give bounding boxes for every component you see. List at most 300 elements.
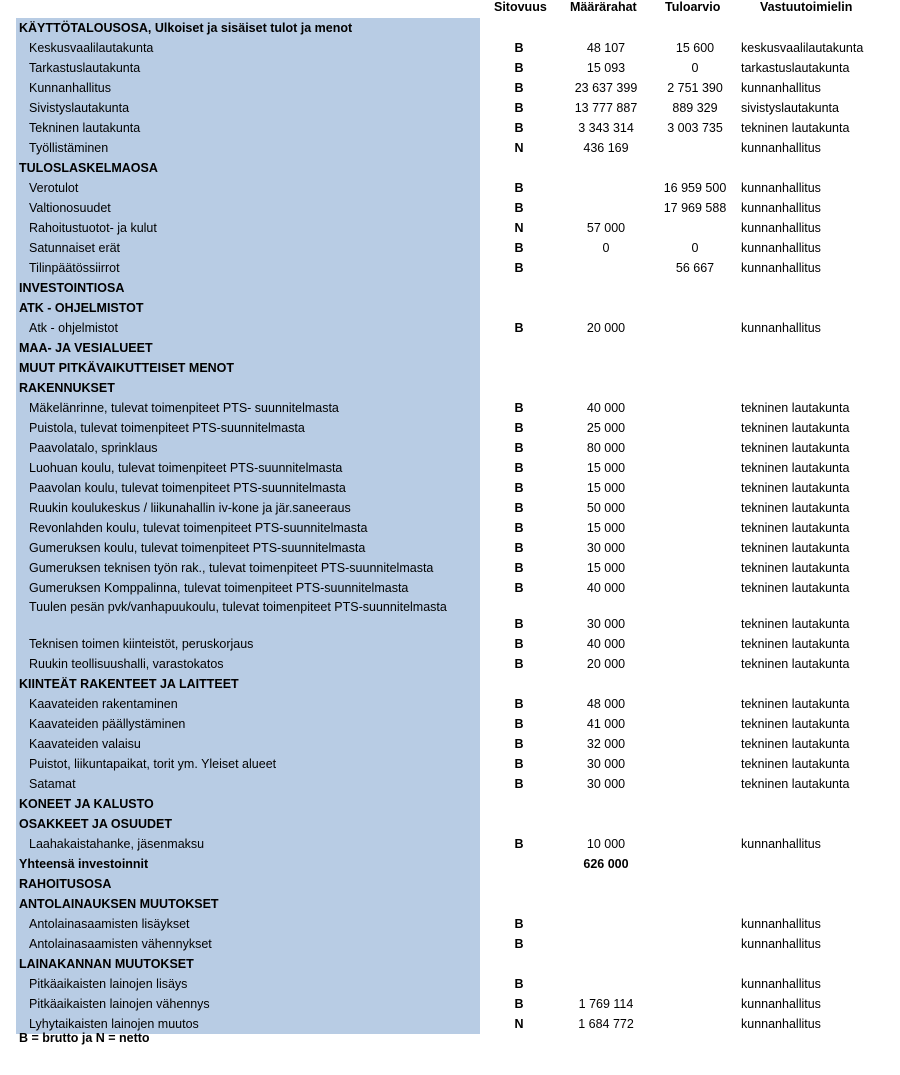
table-row xyxy=(0,598,900,634)
cell-sitovuus: B xyxy=(514,561,524,575)
cell-vastuutoimielin xyxy=(741,18,896,38)
cell-maararahat xyxy=(556,974,656,994)
row-label: Lyhytaikaisten lainojen muutos xyxy=(16,1014,480,1034)
row-label: Antolainasaamisten lisäykset xyxy=(16,914,480,934)
cell-tuloarvio xyxy=(656,218,734,238)
cell-maararahat: 30 000 xyxy=(586,757,626,771)
row-label: Kaavateiden rakentaminen xyxy=(16,694,480,714)
table-row xyxy=(0,198,900,218)
cell-vastuutoimielin: tekninen lautakunta xyxy=(741,481,850,495)
cell-vastuutoimielin: kunnanhallitus xyxy=(741,321,821,335)
cell-tuloarvio xyxy=(656,834,734,854)
table-row xyxy=(0,558,900,578)
row-label: Valtionosuudet xyxy=(16,198,480,218)
row-label: Ruukin koulukeskus / liikunahallin iv-kone ja jär.saneeraus xyxy=(16,498,480,518)
cell-sitovuus: N xyxy=(514,141,524,155)
cell-vastuutoimielin: kunnanhallitus xyxy=(741,997,821,1011)
cell-vastuutoimielin: tekninen lautakunta xyxy=(741,561,850,575)
table-row xyxy=(0,98,900,118)
section-row xyxy=(0,814,900,834)
cell-maararahat: 41 000 xyxy=(586,717,626,731)
cell-maararahat: 40 000 xyxy=(586,637,626,651)
cell-maararahat: 20 000 xyxy=(586,657,626,671)
cell-sitovuus: B xyxy=(514,617,524,631)
row-label: Kunnanhallitus xyxy=(16,78,480,98)
col-header-vastuutoimielin: Vastuutoimielin xyxy=(760,0,853,14)
cell-vastuutoimielin: kunnanhallitus xyxy=(741,917,821,931)
cell-vastuutoimielin xyxy=(741,794,896,814)
cell-sitovuus: B xyxy=(514,757,524,771)
cell-tuloarvio xyxy=(656,418,734,438)
cell-maararahat: 30 000 xyxy=(586,541,626,555)
table-row xyxy=(0,38,900,58)
cell-maararahat: 30 000 xyxy=(586,777,626,791)
cell-sitovuus xyxy=(488,894,550,914)
cell-maararahat: 80 000 xyxy=(586,441,626,455)
cell-vastuutoimielin: tekninen lautakunta xyxy=(741,421,850,435)
cell-sitovuus: B xyxy=(514,101,524,115)
row-label: INVESTOINTIOSA xyxy=(16,278,480,298)
cell-vastuutoimielin: kunnanhallitus xyxy=(741,81,821,95)
cell-tuloarvio xyxy=(656,558,734,578)
cell-vastuutoimielin xyxy=(741,674,896,694)
cell-vastuutoimielin xyxy=(741,358,896,378)
cell-sitovuus: B xyxy=(514,421,524,435)
row-label: Verotulot xyxy=(16,178,480,198)
cell-tuloarvio xyxy=(656,158,734,178)
table-row xyxy=(0,518,900,538)
cell-maararahat: 25 000 xyxy=(586,421,626,435)
section-row xyxy=(0,298,900,318)
table-row xyxy=(0,218,900,238)
cell-maararahat xyxy=(556,954,656,974)
cell-vastuutoimielin: kunnanhallitus xyxy=(741,181,821,195)
table-row xyxy=(0,438,900,458)
table-row xyxy=(0,994,900,1014)
table-row xyxy=(0,498,900,518)
cell-sitovuus: B xyxy=(514,401,524,415)
cell-tuloarvio xyxy=(656,994,734,1014)
cell-sitovuus: B xyxy=(514,541,524,555)
cell-maararahat: 57 000 xyxy=(586,221,626,235)
cell-maararahat: 15 000 xyxy=(586,481,626,495)
cell-vastuutoimielin: kunnanhallitus xyxy=(741,937,821,951)
cell-sitovuus: B xyxy=(514,481,524,495)
row-label: Luohuan koulu, tulevat toimenpiteet PTS-suunnitelmasta xyxy=(16,458,480,478)
col-header-maararahat: Määrärahat xyxy=(570,0,637,14)
total-row xyxy=(0,854,900,874)
cell-tuloarvio: 15 600 xyxy=(675,41,715,55)
cell-tuloarvio: 0 xyxy=(691,241,699,255)
row-label: KONEET JA KALUSTO xyxy=(16,794,480,814)
cell-maararahat xyxy=(556,258,656,278)
table-row xyxy=(0,58,900,78)
cell-sitovuus: B xyxy=(514,181,524,195)
cell-tuloarvio xyxy=(656,578,734,598)
row-label: ATK - OHJELMISTOT xyxy=(16,298,480,318)
cell-vastuutoimielin: kunnanhallitus xyxy=(741,977,821,991)
cell-vastuutoimielin: tekninen lautakunta xyxy=(741,717,850,731)
row-label: Antolainasaamisten vähennykset xyxy=(16,934,480,954)
row-label: RAHOITUSOSA xyxy=(16,874,480,894)
cell-vastuutoimielin: tekninen lautakunta xyxy=(741,401,850,415)
row-label: Teknisen toimen kiinteistöt, peruskorjaus xyxy=(16,634,480,654)
cell-vastuutoimielin: tekninen lautakunta xyxy=(741,617,850,631)
cell-vastuutoimielin xyxy=(741,894,896,914)
row-label: TULOSLASKELMAOSA xyxy=(16,158,480,178)
cell-tuloarvio xyxy=(656,538,734,558)
table-row xyxy=(0,934,900,954)
section-row xyxy=(0,378,900,398)
row-label: Pitkäaikaisten lainojen lisäys xyxy=(16,974,480,994)
row-label: Satunnaiset erät xyxy=(16,238,480,258)
cell-tuloarvio xyxy=(656,754,734,774)
cell-sitovuus xyxy=(488,338,550,358)
table-row xyxy=(0,538,900,558)
cell-tuloarvio: 2 751 390 xyxy=(667,81,723,95)
col-header-tuloarvio: Tuloarvio xyxy=(665,0,721,14)
row-label: Keskusvaalilautakunta xyxy=(16,38,480,58)
row-label: Ruukin teollisuushalli, varastokatos xyxy=(16,654,480,674)
cell-sitovuus xyxy=(488,674,550,694)
cell-tuloarvio xyxy=(656,634,734,654)
section-row xyxy=(0,954,900,974)
cell-vastuutoimielin xyxy=(741,338,896,358)
cell-maararahat xyxy=(556,874,656,894)
cell-vastuutoimielin: kunnanhallitus xyxy=(741,1017,821,1031)
cell-sitovuus xyxy=(488,794,550,814)
cell-sitovuus: B xyxy=(514,717,524,731)
cell-tuloarvio: 3 003 735 xyxy=(667,121,723,135)
cell-sitovuus xyxy=(488,358,550,378)
row-label: Tilinpäätössiirrot xyxy=(16,258,480,278)
cell-vastuutoimielin xyxy=(741,954,896,974)
row-label: MAA- JA VESIALUEET xyxy=(16,338,480,358)
section-row xyxy=(0,794,900,814)
cell-sitovuus xyxy=(488,854,550,874)
cell-sitovuus: N xyxy=(514,1017,524,1031)
cell-tuloarvio: 16 959 500 xyxy=(663,181,727,195)
cell-tuloarvio xyxy=(656,358,734,378)
cell-sitovuus xyxy=(488,298,550,318)
cell-maararahat: 436 169 xyxy=(583,141,629,155)
cell-maararahat: 48 000 xyxy=(586,697,626,711)
legend-note: B = brutto ja N = netto xyxy=(19,1031,150,1045)
cell-maararahat: 1 684 772 xyxy=(578,1017,634,1031)
table-row xyxy=(0,694,900,714)
cell-vastuutoimielin xyxy=(741,278,896,298)
cell-tuloarvio xyxy=(656,714,734,734)
row-label: RAKENNUKSET xyxy=(16,378,480,398)
table-row xyxy=(0,478,900,498)
cell-maararahat xyxy=(556,674,656,694)
cell-maararahat xyxy=(556,914,656,934)
row-label: Gumeruksen teknisen työn rak., tulevat toimenpiteet PTS-suunnitelmasta xyxy=(16,558,480,578)
row-label: Puistot, liikuntapaikat, torit ym. Yleiset alueet xyxy=(16,754,480,774)
cell-tuloarvio: 17 969 588 xyxy=(663,201,727,215)
cell-tuloarvio xyxy=(656,614,734,634)
row-label: Kaavateiden valaisu xyxy=(16,734,480,754)
cell-maararahat: 0 xyxy=(602,241,610,255)
cell-sitovuus xyxy=(488,278,550,298)
cell-maararahat: 13 777 887 xyxy=(574,101,638,115)
cell-vastuutoimielin: tekninen lautakunta xyxy=(741,121,850,135)
row-label: KIINTEÄT RAKENTEET JA LAITTEET xyxy=(16,674,480,694)
cell-maararahat: 50 000 xyxy=(586,501,626,515)
cell-tuloarvio xyxy=(656,378,734,398)
cell-tuloarvio xyxy=(656,674,734,694)
section-row xyxy=(0,338,900,358)
section-row xyxy=(0,278,900,298)
table-row xyxy=(0,734,900,754)
cell-vastuutoimielin xyxy=(741,158,896,178)
cell-sitovuus: B xyxy=(514,241,524,255)
cell-tuloarvio: 0 xyxy=(691,61,699,75)
cell-sitovuus xyxy=(488,18,550,38)
row-label: ANTOLAINAUKSEN MUUTOKSET xyxy=(16,894,480,914)
cell-maararahat xyxy=(556,198,656,218)
cell-maararahat: 32 000 xyxy=(586,737,626,751)
cell-vastuutoimielin: tekninen lautakunta xyxy=(741,521,850,535)
row-label: Yhteensä investoinnit xyxy=(16,854,480,874)
cell-vastuutoimielin: tekninen lautakunta xyxy=(741,737,850,751)
section-row xyxy=(0,18,900,38)
cell-vastuutoimielin: tekninen lautakunta xyxy=(741,777,850,791)
cell-tuloarvio: 56 667 xyxy=(675,261,715,275)
table-row xyxy=(0,238,900,258)
cell-tuloarvio xyxy=(656,498,734,518)
cell-maararahat: 1 769 114 xyxy=(578,997,634,1011)
cell-vastuutoimielin xyxy=(741,298,896,318)
table-row xyxy=(0,578,900,598)
cell-vastuutoimielin: kunnanhallitus xyxy=(741,261,821,275)
row-label: Revonlahden koulu, tulevat toimenpiteet PTS-suunnitelmasta xyxy=(16,518,480,538)
cell-vastuutoimielin xyxy=(741,814,896,834)
cell-tuloarvio xyxy=(656,398,734,418)
cell-tuloarvio xyxy=(656,894,734,914)
cell-maararahat: 48 107 xyxy=(586,41,626,55)
cell-tuloarvio xyxy=(656,138,734,158)
row-label: Laahakaistahanke, jäsenmaksu xyxy=(16,834,480,854)
cell-sitovuus xyxy=(488,954,550,974)
cell-vastuutoimielin: tekninen lautakunta xyxy=(741,657,850,671)
cell-maararahat: 15 000 xyxy=(586,521,626,535)
row-label: Gumeruksen koulu, tulevat toimenpiteet PTS-suunnitelmasta xyxy=(16,538,480,558)
row-label: Sivistyslautakunta xyxy=(16,98,480,118)
cell-tuloarvio xyxy=(656,458,734,478)
cell-tuloarvio xyxy=(656,954,734,974)
section-row xyxy=(0,894,900,914)
cell-maararahat: 626 000 xyxy=(583,857,629,871)
col-header-sitovuus: Sitovuus xyxy=(494,0,547,14)
cell-vastuutoimielin: tekninen lautakunta xyxy=(741,541,850,555)
row-label: Gumeruksen Komppalinna, tulevat toimenpiteet PTS-suunnitelmasta xyxy=(16,578,480,598)
cell-tuloarvio xyxy=(656,794,734,814)
cell-sitovuus: B xyxy=(514,261,524,275)
cell-sitovuus: B xyxy=(514,441,524,455)
row-label: Paavolatalo, sprinklaus xyxy=(16,438,480,458)
section-row xyxy=(0,874,900,894)
cell-vastuutoimielin xyxy=(741,854,896,874)
table-row xyxy=(0,654,900,674)
cell-maararahat xyxy=(556,338,656,358)
cell-vastuutoimielin: keskusvaalilautakunta xyxy=(741,41,864,55)
cell-maararahat: 15 000 xyxy=(586,561,626,575)
cell-maararahat xyxy=(556,18,656,38)
table-row xyxy=(0,138,900,158)
cell-maararahat xyxy=(556,178,656,198)
cell-maararahat xyxy=(556,794,656,814)
cell-sitovuus xyxy=(488,158,550,178)
cell-tuloarvio xyxy=(656,1014,734,1034)
table-row xyxy=(0,398,900,418)
row-label: Tarkastuslautakunta xyxy=(16,58,480,78)
cell-vastuutoimielin: tekninen lautakunta xyxy=(741,697,850,711)
cell-tuloarvio xyxy=(656,338,734,358)
cell-sitovuus: B xyxy=(514,61,524,75)
row-label: Tekninen lautakunta xyxy=(16,118,480,138)
cell-maararahat xyxy=(556,894,656,914)
cell-vastuutoimielin: tekninen lautakunta xyxy=(741,501,850,515)
row-label: KÄYTTÖTALOUSOSA, Ulkoiset ja sisäiset tulot ja menot xyxy=(16,18,480,38)
cell-maararahat xyxy=(556,158,656,178)
cell-sitovuus: B xyxy=(514,937,524,951)
cell-tuloarvio: 889 329 xyxy=(672,101,718,115)
cell-vastuutoimielin: kunnanhallitus xyxy=(741,201,821,215)
table-row xyxy=(0,834,900,854)
table-row xyxy=(0,418,900,438)
cell-tuloarvio xyxy=(656,654,734,674)
cell-maararahat: 15 000 xyxy=(586,461,626,475)
cell-tuloarvio xyxy=(656,974,734,994)
row-label: LAINAKANNAN MUUTOKSET xyxy=(16,954,480,974)
cell-maararahat: 30 000 xyxy=(586,617,626,631)
budget-table xyxy=(0,18,900,1034)
cell-sitovuus: B xyxy=(514,321,524,335)
table-row xyxy=(0,458,900,478)
cell-vastuutoimielin: tekninen lautakunta xyxy=(741,441,850,455)
cell-maararahat: 20 000 xyxy=(586,321,626,335)
row-label: Tuulen pesän pvk/vanhapuukoulu, tulevat toimenpiteet PTS-suunnitelmasta xyxy=(16,598,480,634)
table-row xyxy=(0,774,900,794)
cell-vastuutoimielin xyxy=(741,378,896,398)
cell-tuloarvio xyxy=(656,814,734,834)
cell-sitovuus xyxy=(488,874,550,894)
cell-tuloarvio xyxy=(656,854,734,874)
cell-maararahat: 15 093 xyxy=(586,61,626,75)
cell-tuloarvio xyxy=(656,478,734,498)
cell-sitovuus: B xyxy=(514,977,524,991)
row-label: Satamat xyxy=(16,774,480,794)
cell-sitovuus: B xyxy=(514,521,524,535)
cell-tuloarvio xyxy=(656,298,734,318)
section-row xyxy=(0,674,900,694)
cell-sitovuus: B xyxy=(514,837,524,851)
cell-tuloarvio xyxy=(656,734,734,754)
cell-tuloarvio xyxy=(656,774,734,794)
table-row xyxy=(0,754,900,774)
row-label: Puistola, tulevat toimenpiteet PTS-suunnitelmasta xyxy=(16,418,480,438)
cell-sitovuus: B xyxy=(514,697,524,711)
table-row xyxy=(0,78,900,98)
table-row xyxy=(0,974,900,994)
cell-maararahat: 40 000 xyxy=(586,401,626,415)
cell-sitovuus: B xyxy=(514,657,524,671)
cell-maararahat xyxy=(556,278,656,298)
cell-sitovuus: B xyxy=(514,461,524,475)
cell-vastuutoimielin xyxy=(741,874,896,894)
cell-tuloarvio xyxy=(656,438,734,458)
cell-tuloarvio xyxy=(656,518,734,538)
cell-sitovuus: B xyxy=(514,201,524,215)
section-row xyxy=(0,158,900,178)
cell-tuloarvio xyxy=(656,914,734,934)
row-label: Paavolan koulu, tulevat toimenpiteet PTS-suunnitelmasta xyxy=(16,478,480,498)
cell-tuloarvio xyxy=(656,318,734,338)
section-row xyxy=(0,358,900,378)
cell-maararahat: 23 637 399 xyxy=(574,81,638,95)
cell-vastuutoimielin: tekninen lautakunta xyxy=(741,637,850,651)
cell-sitovuus: B xyxy=(514,637,524,651)
cell-sitovuus: B xyxy=(514,81,524,95)
cell-sitovuus: B xyxy=(514,581,524,595)
table-row xyxy=(0,118,900,138)
cell-maararahat xyxy=(556,378,656,398)
column-header xyxy=(0,0,900,18)
cell-maararahat xyxy=(556,814,656,834)
row-label: Rahoitustuotot- ja kulut xyxy=(16,218,480,238)
cell-sitovuus: B xyxy=(514,501,524,515)
cell-sitovuus: B xyxy=(514,777,524,791)
cell-vastuutoimielin: sivistyslautakunta xyxy=(741,101,839,115)
row-label: Kaavateiden päällystäminen xyxy=(16,714,480,734)
cell-maararahat: 3 343 314 xyxy=(578,121,634,135)
cell-maararahat xyxy=(556,298,656,318)
cell-maararahat xyxy=(556,934,656,954)
cell-vastuutoimielin: tarkastuslautakunta xyxy=(741,61,850,75)
cell-maararahat xyxy=(556,358,656,378)
table-row xyxy=(0,318,900,338)
cell-sitovuus: B xyxy=(514,917,524,931)
table-row xyxy=(0,914,900,934)
cell-maararahat: 40 000 xyxy=(586,581,626,595)
cell-tuloarvio xyxy=(656,694,734,714)
cell-sitovuus: N xyxy=(514,221,524,235)
row-label: MUUT PITKÄVAIKUTTEISET MENOT xyxy=(16,358,480,378)
cell-tuloarvio xyxy=(656,874,734,894)
cell-maararahat: 10 000 xyxy=(586,837,626,851)
row-label: Atk - ohjelmistot xyxy=(16,318,480,338)
table-row xyxy=(0,634,900,654)
table-row xyxy=(0,258,900,278)
cell-sitovuus: B xyxy=(514,121,524,135)
row-label: OSAKKEET JA OSUUDET xyxy=(16,814,480,834)
cell-vastuutoimielin: kunnanhallitus xyxy=(741,241,821,255)
cell-vastuutoimielin: kunnanhallitus xyxy=(741,221,821,235)
cell-vastuutoimielin: tekninen lautakunta xyxy=(741,757,850,771)
cell-sitovuus xyxy=(488,378,550,398)
cell-sitovuus: B xyxy=(514,737,524,751)
row-label: Pitkäaikaisten lainojen vähennys xyxy=(16,994,480,1014)
cell-tuloarvio xyxy=(656,934,734,954)
cell-vastuutoimielin: tekninen lautakunta xyxy=(741,581,850,595)
row-label: Työllistäminen xyxy=(16,138,480,158)
cell-vastuutoimielin: tekninen lautakunta xyxy=(741,461,850,475)
cell-sitovuus: B xyxy=(514,997,524,1011)
cell-tuloarvio xyxy=(656,278,734,298)
table-row xyxy=(0,714,900,734)
table-row xyxy=(0,178,900,198)
